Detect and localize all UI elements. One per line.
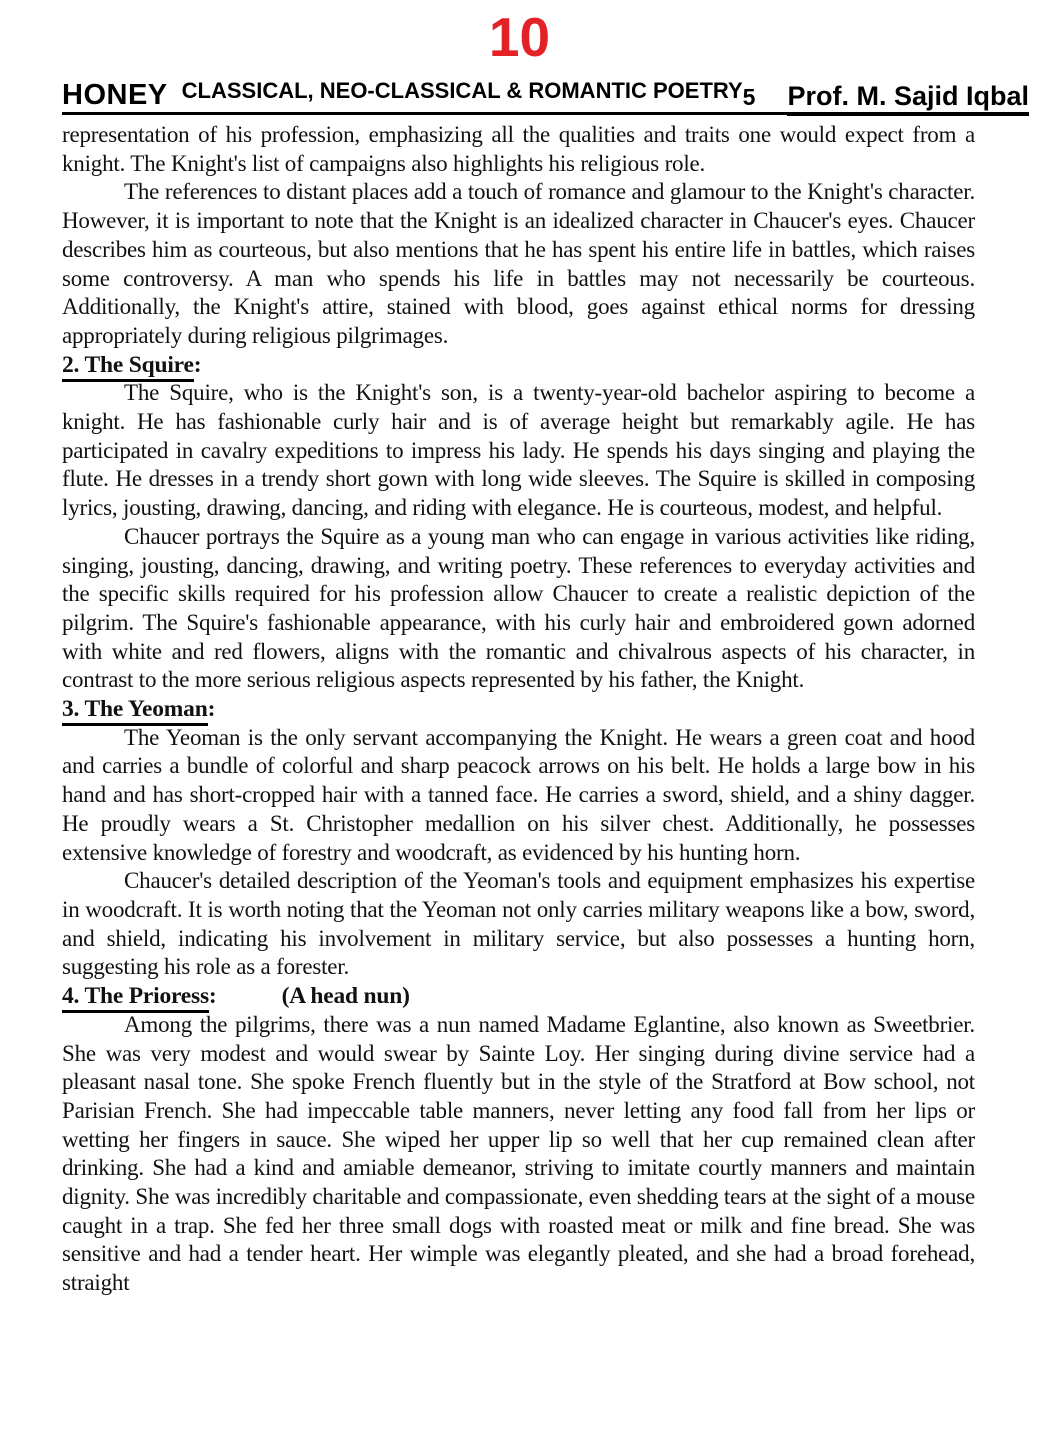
paragraph-prioress-description: Among the pilgrims, there was a nun named Madame Eglantine, also known as Sweetbrier. She was very modest and would swear by Sainte Loy. Her singing during divine service had a pleasant nasal tone. She spoke French fluently but in the style of the Stratford at Bow school, not Parisian French. She had impeccable table manners, never letting any food fall from her lips or wetting her fingers in sauce. She wiped her upper lip so well that her cup remained clean after drinking. She had a kind and amiable demeanor, striving to imitate courtly manners and maintain dignity. She was incredibly charitable and compassionate, even shedding tears at the sight of a mouse caught in a trap. She fed her three small dogs with roasted meat or milk and fine bread. She was sensitive and had a tender heart. Her wimple was elegantly pleated, and she had a broad forehead, straight bbox=[62, 1011, 975, 1296]
page-header bbox=[62, 78, 1029, 115]
header-brand: HONEY bbox=[62, 79, 168, 111]
paragraph-yeoman-description: The Yeoman is the only servant accompanying the Knight. He wears a green coat and hood and carries a bundle of colorful and sharp peacock arrows on his belt. He holds a large bow in his hand and has short-cropped hair with a tanned face. He carries a sword, shield, and a shiny dagger. He proudly wears a St. Christopher medallion on his silver chest. Additionally, he possesses extensive knowledge of forestry and woodcraft, as evidenced by his hunting horn. bbox=[62, 724, 975, 865]
page-number: 10 bbox=[488, 6, 551, 68]
paragraph-yeoman-analysis: Chaucer's detailed description of the Yeoman's tools and equipment emphasizes his expertise in woodcraft. It is worth noting that the Yeoman not only carries military weapons like a bow, sword, and shield, indicating his involvement in military service, but also possesses a hunting horn, suggesting his role as a forester. bbox=[62, 868, 975, 980]
header-author: Prof. M. Sajid Iqbal bbox=[787, 82, 1029, 116]
section-heading-yeoman bbox=[62, 695, 975, 724]
header-course-title: CLASSICAL, NEO-CLASSICAL & ROMANTIC POETRY bbox=[181, 78, 743, 103]
heading-label: 3. The Yeoman bbox=[62, 696, 208, 726]
heading-colon: : bbox=[207, 696, 216, 723]
heading-subtitle: (A head nun) bbox=[281, 983, 410, 1010]
section-heading-squire bbox=[62, 351, 975, 380]
paragraph-knight-references: The references to distant places add a touch of romance and glamour to the Knight's character. However, it is important to note that the Knight is an idealized character in Chaucer's eyes. Chaucer describes him as courteous, but also mentions that he has spent his entire life in battles, which raises some controversy. A man who spends his life in battles may not necessarily be courteous. Additionally, the Knight's attire, stained with blood, goes against ethical norms for dressing appropriately during religious pilgrimages. bbox=[62, 179, 975, 348]
heading-label: 2. The Squire bbox=[62, 352, 194, 382]
heading-colon: : bbox=[208, 983, 217, 1010]
heading-colon: : bbox=[193, 351, 202, 378]
document-body bbox=[62, 121, 975, 1298]
heading-label: 4. The Prioress bbox=[62, 983, 209, 1013]
paragraph-knight-continuation: representation of his profession, emphasizing all the qualities and traits one would expect from a knight. The Knight's list of campaigns also highlights his religious role. bbox=[62, 122, 975, 176]
paragraph-squire-description: The Squire, who is the Knight's son, is a twenty-year-old bachelor aspiring to become a knight. He has fashionable curly hair and is of average height but remarkably agile. He has participated in cavalry expeditions to impress his lady. He spends his days singing and playing the flute. He dresses in a trendy short gown with long wide sleeves. The Squire is skilled in composing lyrics, jousting, drawing, dancing, and riding with elegance. He is courteous, modest, and helpful. bbox=[62, 380, 975, 521]
header-page-no: 5 bbox=[742, 84, 756, 110]
paragraph-squire-analysis: Chaucer portrays the Squire as a young man who can engage in various activities like riding, singing, jousting, dancing, drawing, and writing poetry. These references to everyday activities and the specific skills required for his profession allow Chaucer to create a realistic depiction of the pilgrim. The Squire's fashionable appearance, with his curly hair and embroidered gown adorned with white and red flowers, aligns with the romantic and chivalrous aspects of his character, in contrast to the more serious religious aspects represented by his father, the Knight. bbox=[62, 523, 975, 693]
section-heading-prioress bbox=[62, 982, 975, 1011]
